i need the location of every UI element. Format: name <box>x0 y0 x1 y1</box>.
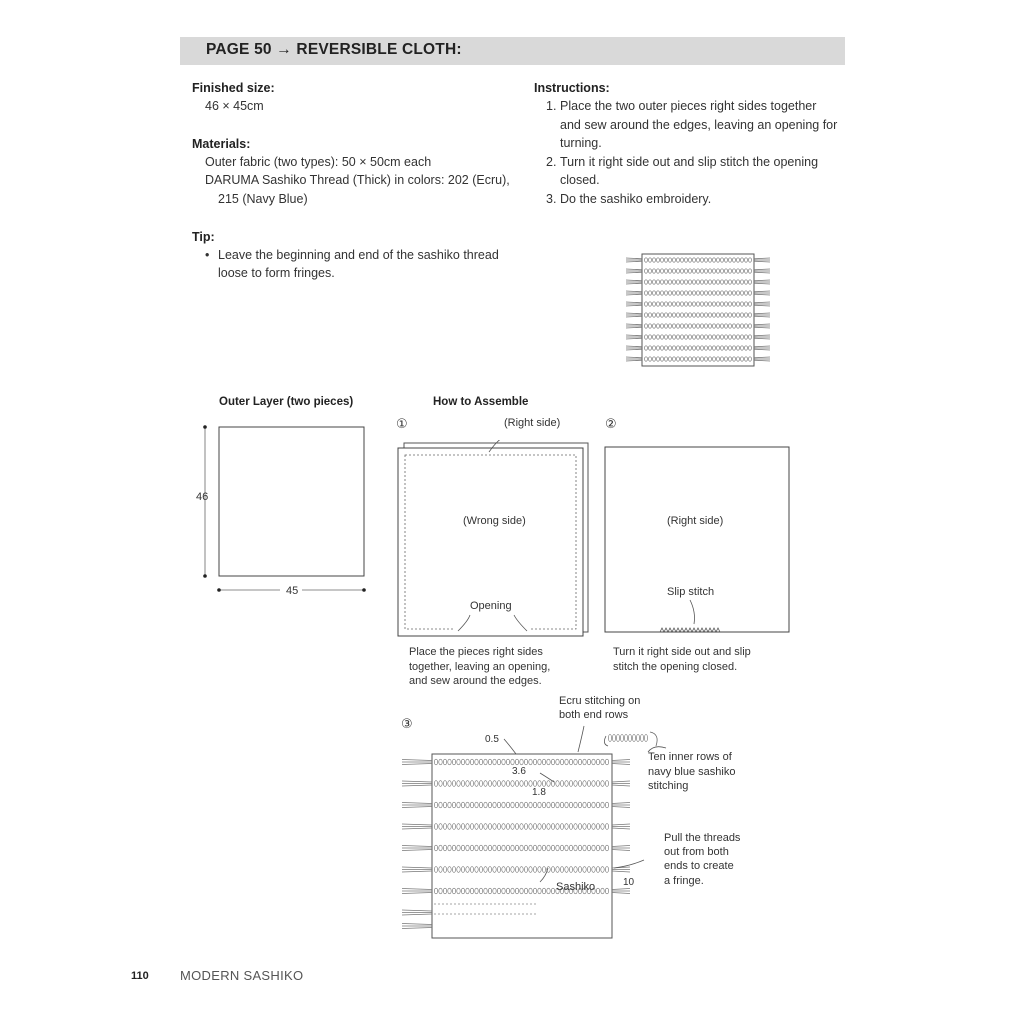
instruction-step-2-line-2: closed. <box>560 173 600 187</box>
instruction-step-3-line-1: Do the sashiko embroidery. <box>560 192 712 206</box>
materials-line-1: Outer fabric (two types): 50 × 50cm each <box>205 155 432 169</box>
outer-layer-diagram <box>196 420 372 600</box>
step-3-navy-label-line-3: stitching <box>648 780 689 792</box>
materials-line-3: 215 (Navy Blue) <box>218 192 308 206</box>
finished-cloth-illustration <box>620 248 776 372</box>
tip-line-2: loose to form fringes. <box>218 266 335 280</box>
step-3-sashiko-label: Sashiko <box>556 881 596 893</box>
step-3-pull-label-line-2: out from both <box>664 846 729 858</box>
instruction-step-3-num: 3. <box>546 192 557 206</box>
instruction-step-1-line-2: and sew around the edges, leaving an opening for <box>560 118 838 132</box>
tip-bullet: • <box>205 248 210 262</box>
instruction-step-1-line-3: turning. <box>560 136 602 150</box>
instruction-step-2-line-1: Turn it right side out and slip stitch the opening <box>560 155 819 169</box>
step-1-caption-line-2: together, leaving an opening, <box>409 661 551 673</box>
step-1-opening-label: Opening <box>470 600 512 612</box>
page-number: 110 <box>131 970 149 982</box>
step-1-caption-line-3: and sew around the edges. <box>409 675 542 687</box>
step-3-navy-label-line-2: navy blue sashiko <box>648 766 736 778</box>
step-2-caption-line-2: stitch the opening closed. <box>613 661 738 673</box>
step-3-dim-0-5: 0.5 <box>485 734 499 745</box>
section-header-bar <box>180 37 845 65</box>
step-2-diagram <box>600 444 794 636</box>
step-3-ecru-label-line-2: both end rows <box>559 709 629 721</box>
step-2-slip-stitch-label: Slip stitch <box>667 586 715 598</box>
outer-layer-title: Outer Layer (two pieces) <box>219 396 354 408</box>
step-2-caption-line-1: Turn it right side out and slip <box>613 646 751 658</box>
tip-heading: Tip: <box>192 230 215 244</box>
tip-line-1: Leave the beginning and end of the sashiko thread <box>218 248 499 262</box>
step-3-ecru-label-line-1: Ecru stitching on <box>559 695 641 707</box>
step-3-pull-label-line-4: a fringe. <box>664 875 704 887</box>
materials-heading: Materials: <box>192 137 251 151</box>
step-3-pull-label-line-1: Pull the threads <box>664 832 741 844</box>
book-title: MODERN SASHIKO <box>180 968 304 983</box>
step-2-right-side-label: (Right side) <box>667 515 724 527</box>
outer-layer-height-dim: 46 <box>196 491 209 503</box>
step-1-wrong-side-label: (Wrong side) <box>463 515 526 527</box>
instruction-step-1-line-1: Place the two outer pieces right sides together <box>560 99 817 113</box>
materials-line-2: DARUMA Sashiko Thread (Thick) in colors: 202 (Ecru), <box>205 173 510 187</box>
step-2-marker: ② <box>605 416 617 431</box>
section-title: PAGE 50 → REVERSIBLE CLOTH: <box>206 41 462 58</box>
step-3-pull-label-line-3: ends to create <box>664 860 734 872</box>
instruction-step-1-num: 1. <box>546 99 557 113</box>
step-3-dim-3-6: 3.6 <box>512 766 526 777</box>
step-3-dim-10: 10 <box>623 877 635 888</box>
finished-size-heading: Finished size: <box>192 81 275 95</box>
instructions-heading: Instructions: <box>534 81 610 95</box>
step-1-marker: ① <box>396 416 408 431</box>
instruction-step-2-num: 2. <box>546 155 557 169</box>
step-3-navy-label-line-1: Ten inner rows of <box>648 751 732 763</box>
step-3-marker: ③ <box>401 716 413 731</box>
step-1-right-side-label: (Right side) <box>504 417 561 429</box>
how-to-assemble-title: How to Assemble <box>433 396 529 408</box>
outer-layer-width-dim: 45 <box>286 585 299 597</box>
step-1-caption-line-1: Place the pieces right sides <box>409 646 543 658</box>
finished-size-value: 46 × 45cm <box>205 99 264 113</box>
step-3-dim-1-8: 1.8 <box>532 787 546 798</box>
